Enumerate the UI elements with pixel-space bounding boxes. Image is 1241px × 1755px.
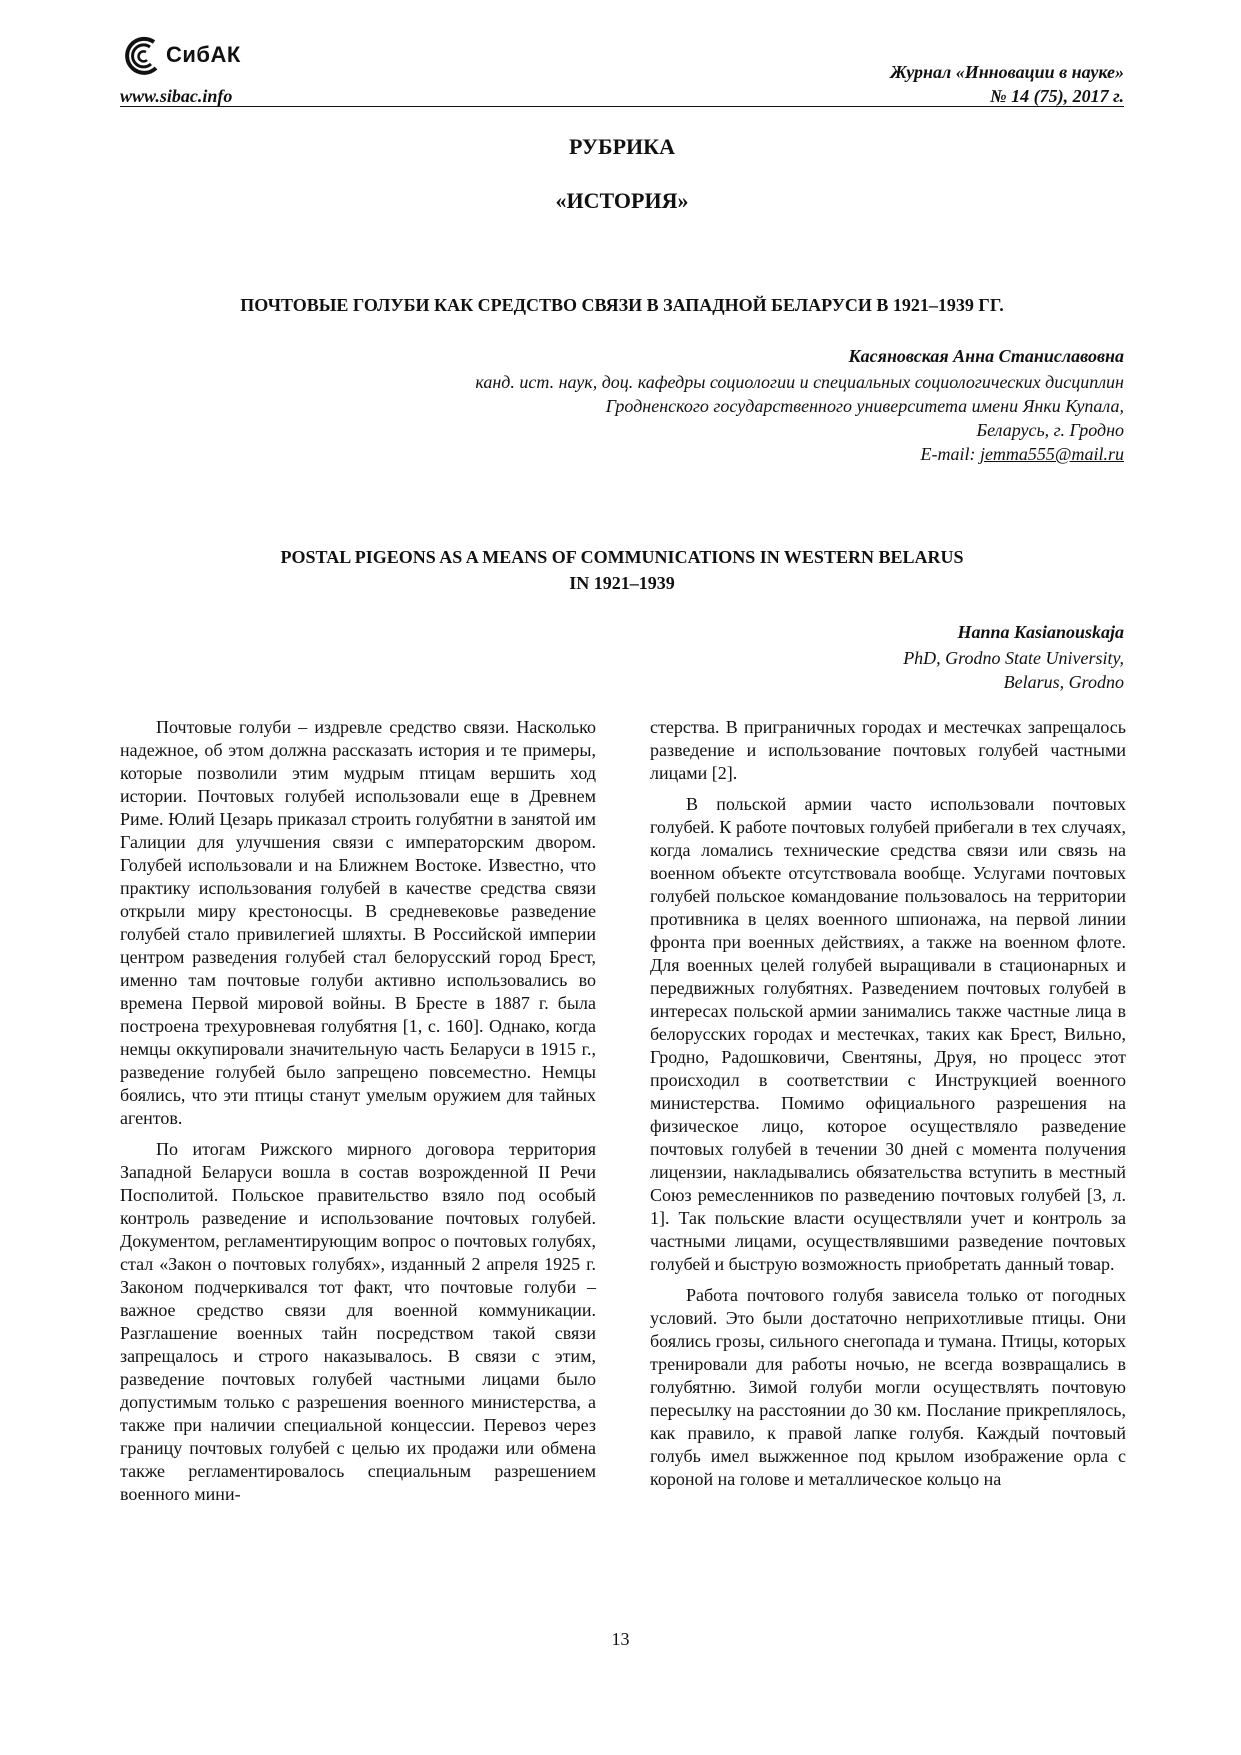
- site-url[interactable]: www.sibac.info: [120, 86, 233, 106]
- publisher-logo: [120, 32, 280, 82]
- logo-swirl-icon: [120, 34, 164, 78]
- paragraph: Почтовые голуби – издревле средство связи. Насколько надежное, об этом должна рассказать история и те примеры, которые позволили этим мудрым птицам вершить ход истории. Почтовых голубей использовали еще в Древнем Риме. Юлий Цезарь приказал строить голубятни в занятой им Галиции для улучшения связи с императорским двором. Голубей использовали и на Ближнем Востоке. Известно, что практику использования голубей в качестве средства связи открыли миру крестоносцы. В средневековье разведение голубей стало привилегией шляхты. В Российской империи центром разведения голубей стал белорусский город Брест, именно там почтовые голуби активно использовались во времена Первой мировой войны. В Бресте в 1887 г. была построена трехуровневая голубятня [1, с. 160]. Однако, когда немцы оккупировали значительную часть Беларуси в 1915 г., разведение голубей было запрещено повсеместно. Немцы боялись, что эти птицы станут умелым оружием для тайных агентов.: [120, 717, 596, 1128]
- article-title-en-line2: IN 1921–1939: [569, 573, 675, 593]
- body-column-right: [650, 716, 1126, 1499]
- page-number: 13: [611, 1629, 630, 1649]
- journal-issue: № 14 (75), 2017 г.: [990, 86, 1124, 106]
- author-affiliation-en: PhD, Grodno State University,: [903, 648, 1124, 668]
- journal-name: Журнал «Инновации в науке»: [890, 62, 1124, 82]
- rubric-name: «ИСТОРИЯ»: [555, 188, 689, 213]
- author-position-ru: канд. ист. наук, доц. кафедры социологии и специальных социологических дисциплин: [475, 372, 1124, 392]
- paragraph: По итогам Рижского мирного договора территория Западной Беларуси вошла в состав возрожденной II Речи Посполитой. Польское правительство взяло под особый контроль разведение и использование почтовых голубей. Документом, регламентирующим вопрос о почтовых голубях, стал «Закон о почтовых голубях», изданный 2 апреля 1925 г. Законом подчеркивался тот факт, что почтовые голуби – важное средство связи для военной коммуникации. Разглашение военных тайн посредством такой связи запрещалось и строго наказывалось. В связи с этим, разведение почтовых голубей частными лицами было допустимым только с разрешения военного министерства, а также при наличии специальной концессии. Перевоз через границу почтовых голубей с целью их продажи или обмена также регламентировалось специальным разрешением военного мини-: [120, 1139, 596, 1504]
- article-title-ru: ПОЧТОВЫЕ ГОЛУБИ КАК СРЕДСТВО СВЯЗИ В ЗАПАДНОЙ БЕЛАРУСИ В 1921–1939 ГГ.: [240, 295, 1004, 315]
- author-name-ru: Касяновская Анна Станиславовна: [848, 346, 1124, 366]
- paragraph-continued: стерства. В приграничных городах и местечках запрещалось разведение и использование почтовых голубей частными лицами [2].: [650, 717, 1126, 783]
- paragraph: Работа почтового голубя зависела только от погодных условий. Это были достаточно неприхотливые птицы. Они боялись грозы, сильного снегопада и тумана. Птицы, которых тренировали для работы ночью, не всегда возвращались в голубятню. Зимой голуби могли осуществлять почтовую пересылку на расстоянии до 30 км. Послание прикреплялось, как правило, к правой лапке голубя. Каждый почтовый голубь имел выжженное под крылом изображение орла с короной на голове и металлическое кольцо на: [650, 1285, 1126, 1489]
- email-label: E-mail:: [920, 444, 980, 464]
- author-location-en: Belarus, Grodno: [1003, 672, 1124, 692]
- article-title-en-line1: POSTAL PIGEONS AS A MEANS OF COMMUNICATIONS IN WESTERN BELARUS: [280, 547, 964, 567]
- paragraph: В польской армии часто использовали почтовых голубей. К работе почтовых голубей прибегали в тех случаях, когда ломались технические средства связи или связь на военном объекте отсутствовала вообще. Услугами почтовых голубей польское командование пользовалось на территории противника в целях военного шпионажа, на первой линии фронта при военных действиях, а также на военном флоте. Для военных целей голубей выращивали в стационарных и передвижных голубятнях. Разведением почтовых голубей в интересах польской армии занимались также частные лица в белорусских городах и местечках, таких как Брест, Вильно, Гродно, Радошковичи, Свентяны, Друя, но процесс этот происходил в соответствии с Инструкцией военного министерства. Помимо официального разрешения на физическое лицо, которое осуществляло разведение почтовых голубей в течении 30 дней с момента получения лицензии, накладывались обязательства вступить в местный Союз ремесленников по разведению почтовых голубей [3, л. 1]. Так польские власти осуществляли учет и контроль за частными лицами, осуществлявшими разведение почтовых голубей и быструю возможность приобретать данный товар.: [650, 794, 1126, 1274]
- author-location-ru: Беларусь, г. Гродно: [976, 420, 1124, 440]
- author-name-en: Hanna Kasianouskaja: [957, 622, 1124, 642]
- rubric-label: РУБРИКА: [569, 134, 675, 159]
- author-email-link[interactable]: jemma555@mail.ru: [979, 444, 1124, 464]
- author-university-ru: Гродненского государственного университета имени Янки Купала,: [605, 396, 1124, 416]
- header-divider: [120, 106, 1124, 107]
- author-email-line: [920, 442, 1124, 466]
- body-column-left: [120, 716, 596, 1514]
- logo-text: СибАК: [166, 42, 241, 67]
